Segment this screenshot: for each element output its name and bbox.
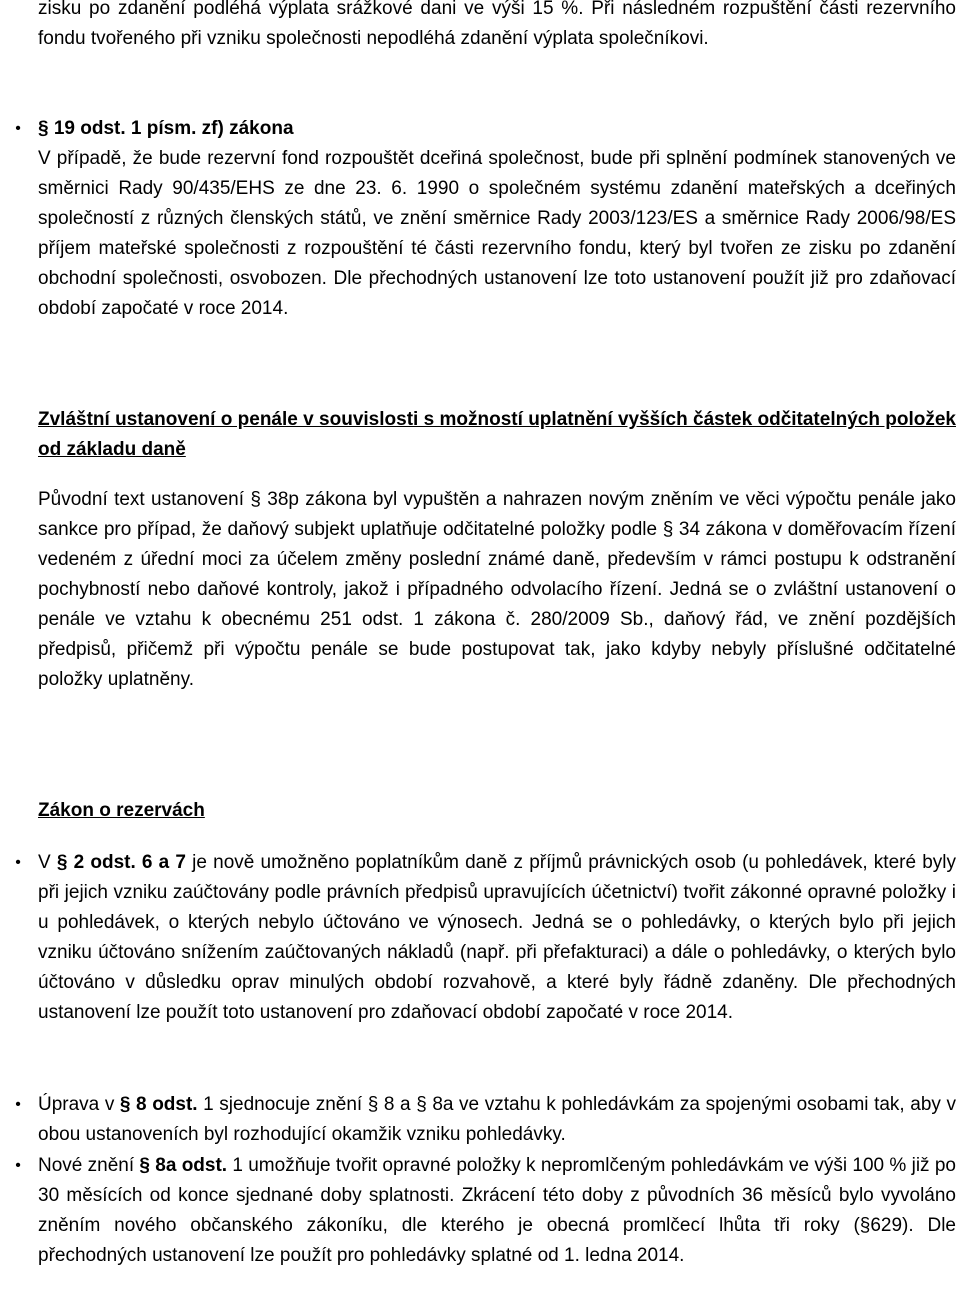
- law-reference: § 2 odst. 6 a 7: [56, 852, 186, 873]
- bullet-icon: •: [15, 120, 21, 137]
- intro-paragraph: [38, 0, 956, 54]
- section-19-body: V případě, že bude rezervní fond rozpouštět dceřiná společnost, bude při splnění podmínek stanovených ve směrnici Rady 90/435/EHS ze dne 23. 6. 1990 o společném systému zdanění mateřských a dceřiných společností z různých členských států, ve znění směrnice Rady 2003/123/ES a směrnice Rady 2006/98/ES příjem mateřské společnosti z rozpouštění té části rezervního fondu, který byl tvořen ze zisku po zdanění obchodní společnosti, osvobozen. Dle přechodných ustanovení lze toto ustanovení použít již pro zdaňovací období započaté v roce 2014.: [38, 148, 956, 319]
- reserves-item-2: • Úprava v § 8 odst. 1 sjednocuje znění § 8 a § 8a ve vztahu k pohledávkám za spojenými osobami tak, aby v obou ustanoveních byl rozhodující okamžik vzniku pohledávky.: [38, 1090, 956, 1150]
- penalty-section-heading: Zvláštní ustanovení o penále v souvislosti s možností uplatnění vyšších částek odčitatelných položek od základu daně: [38, 409, 956, 460]
- reserves-item-1: • V § 2 odst. 6 a 7 je nově umožněno poplatníkům daně z příjmů právnických osob (u pohledávek, které byly při jejich vzniku zaúčtovány podle právních předpisů upravujících účetnictví) tvořit zákonné opravné položky i u pohledávek, o kterých nebylo účtováno ve výnosech. Jedná se o pohledávky, o kterých bylo při jejich vzniku účtováno snížením zaúčtovaných nákladů (např. při přefakturaci) a dále o pohledávky, o kterých bylo účtováno v důsledku oprav minulých období rozvahově, a které byly řádně zdaněny. Dle přechodných ustanovení lze použít toto ustanovení pro zdaňovací období započaté v roce 2014.: [38, 848, 956, 1028]
- penalty-section-body: Původní text ustanovení § 38p zákona byl vypuštěn a nahrazen novým zněním ve věci výpočtu penále jako sankce pro případ, že daňový subjekt uplatňuje odčitatelné položky podle § 34 zákona v doměřovacím řízení vedeném z úřední moci za účelem změny poslední známé daně, především v rámci postupu k odstranění pochybností nebo daňové kontroly, jakož i případného odvolacího řízení. Jedná se o zvláštní ustanovení o penále ve vztahu k obecnému 251 odst. 1 zákona č. 280/2009 Sb., daňový řád, ve znění pozdějších předpisů, přičemž při výpočtu penále se bude postupovat tak, jako kdyby nebyly příslušné odčitatelné položky uplatněny.: [38, 489, 957, 690]
- reserves-law-heading: Zákon o rezervách: [38, 800, 205, 821]
- intro-text: zisku po zdanění podléhá výplata srážkové dani ve výši 15 %. Při následném rozpuštění části rezervního fondu tvořeného při vzniku společnosti nepodléhá zdanění výplata společníkovi.: [38, 0, 956, 49]
- bullet-icon: •: [15, 854, 21, 871]
- law-reference: § 8 odst.: [119, 1094, 198, 1115]
- section-19-item: [15, 114, 956, 324]
- law-reference: § 8a odst.: [139, 1155, 228, 1176]
- bullet-icon: •: [15, 1096, 21, 1113]
- reserves-item-3: • Nové znění § 8a odst. 1 umožňuje tvořit opravné položky k nepromlčeným pohledávkám ve výši 100 % již po 30 měsících od konce sjednané doby splatnosti. Zkrácení této doby z původních 36 měsíců bylo vyvoláno zněním nového občanského zákoníku, dle kterého je obecná promlčecí lhůta tři roky (§629). Dle přechodných ustanovení lze použít pro pohledávky splatné od 1. ledna 2014.: [38, 1151, 956, 1271]
- bullet-icon: •: [15, 1157, 21, 1174]
- section-19-title: § 19 odst. 1 písm. zf) zákona: [38, 118, 294, 139]
